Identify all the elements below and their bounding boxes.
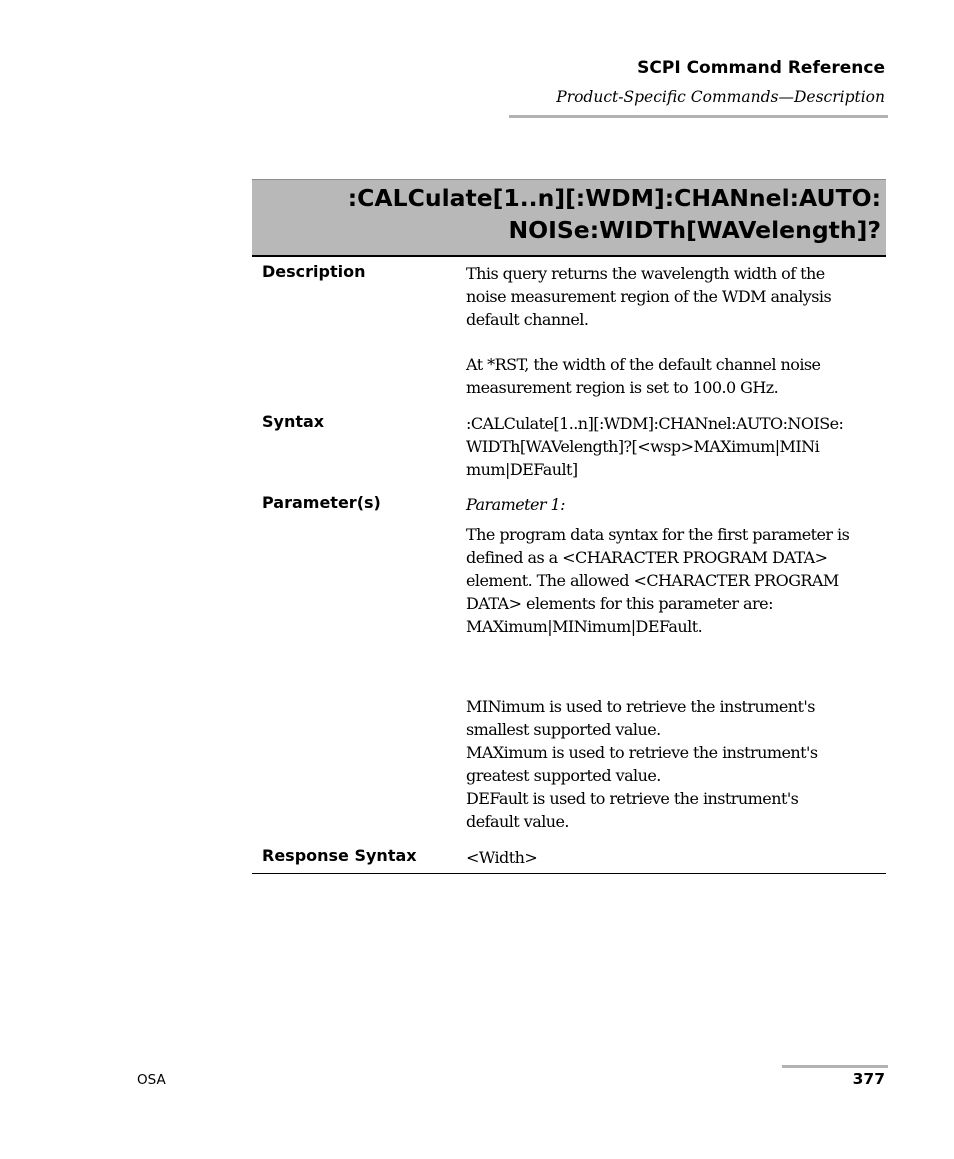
- page-number: 377: [852, 1070, 885, 1088]
- parameter-line: MINimum is used to retrieve the instrument's: [466, 697, 815, 716]
- syntax-line: :CALCulate[1..n][:WDM]:CHANnel:AUTO:NOISe:: [466, 414, 844, 433]
- syntax-line: WIDTh[WAVelength]?[<wsp>MAXimum|MINi: [466, 437, 820, 456]
- parameter-line: MAXimum|MINimum|DEFault.: [466, 617, 703, 636]
- parameter-line: DEFault is used to retrieve the instrument's: [466, 789, 799, 808]
- footer-divider: [782, 1065, 888, 1068]
- parameter-line: MAXimum is used to retrieve the instrument's: [466, 743, 818, 762]
- running-header-subtitle: Product-Specific Commands—Description: [556, 88, 885, 106]
- command-title-line-2: NOISe:WIDTh[WAVelength]?: [508, 216, 881, 244]
- syntax-label: Syntax: [262, 412, 325, 431]
- response-syntax-label: Response Syntax: [262, 846, 417, 865]
- footer-product: OSA: [137, 1072, 166, 1088]
- parameter-line: default value.: [466, 812, 569, 831]
- command-title-band: [252, 179, 886, 255]
- table-bottom-divider: [252, 873, 886, 874]
- response-syntax-value: <Width>: [466, 848, 538, 867]
- description-line: default channel.: [466, 310, 589, 329]
- description-line: measurement region is set to 100.0 GHz.: [466, 378, 779, 397]
- syntax-line: mum|DEFault]: [466, 460, 578, 479]
- parameter-line: The program data syntax for the first parameter is: [466, 525, 850, 544]
- description-line: noise measurement region of the WDM analysis: [466, 287, 832, 306]
- description-line: At *RST, the width of the default channel noise: [466, 355, 821, 374]
- parameters-label: Parameter(s): [262, 493, 381, 512]
- parameter-heading: Parameter 1:: [466, 495, 566, 514]
- description-label: Description: [262, 262, 366, 281]
- parameter-line: greatest supported value.: [466, 766, 661, 785]
- command-title-line-1: :CALCulate[1..n][:WDM]:CHANnel:AUTO:: [347, 184, 881, 212]
- table-top-divider: [252, 255, 886, 257]
- parameter-line: smallest supported value.: [466, 720, 661, 739]
- running-header-title: SCPI Command Reference: [637, 58, 885, 78]
- description-line: This query returns the wavelength width of the: [466, 264, 825, 283]
- parameter-line: defined as a <CHARACTER PROGRAM DATA>: [466, 548, 828, 567]
- parameter-line: element. The allowed <CHARACTER PROGRAM: [466, 571, 839, 590]
- header-divider: [509, 115, 888, 118]
- parameter-line: DATA> elements for this parameter are:: [466, 594, 773, 613]
